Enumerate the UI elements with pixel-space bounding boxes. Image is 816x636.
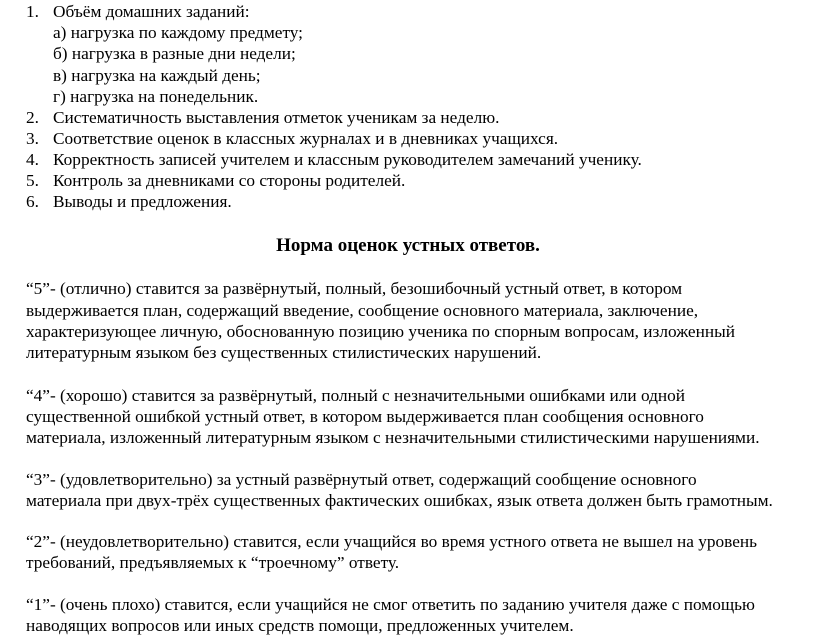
list-item-number: 3. bbox=[26, 129, 39, 148]
paragraph-line: наводящих вопросов или иных средств помощи, предложенных учителем. bbox=[26, 616, 574, 635]
paragraph-line: “3”- (удовлетворительно) за устный развёрнутый ответ, содержащий сообщение основного bbox=[26, 470, 697, 489]
paragraph-line: “1”- (очень плохо) ставится, если учащийся не смог ответить по заданию учителя даже с помощью bbox=[26, 595, 755, 614]
paragraph-line: характеризующее личную, обоснованную позицию ученика по спорным вопросам, изложенный bbox=[26, 322, 735, 341]
list-item: Выводы и предложения. bbox=[53, 192, 232, 211]
list-item-number: 5. bbox=[26, 171, 39, 190]
paragraph-line: материала, изложенный литературным языком с незначительными стилистическими нарушениями. bbox=[26, 428, 760, 447]
list-subitem: а) нагрузка по каждому предмету; bbox=[53, 23, 303, 42]
list-item: Соответствие оценок в классных журналах и в дневниках учащихся. bbox=[53, 129, 559, 148]
list-item: Корректность записей учителем и классным руководителем замечаний ученику. bbox=[53, 150, 642, 169]
list-item: Контроль за дневниками со стороны родителей. bbox=[53, 171, 406, 190]
paragraph-line: литературным языком без существенных стилистических нарушений. bbox=[26, 343, 542, 362]
section-title: Норма оценок устных ответов. bbox=[276, 235, 540, 256]
paragraph-line: “4”- (хорошо) ставится за развёрнутый, полный с незначительными ошибками или одной bbox=[26, 386, 686, 405]
list-item-number: 4. bbox=[26, 150, 39, 169]
paragraph-line: существенной ошибкой устный ответ, в котором выдерживается план сообщения основного bbox=[26, 407, 704, 426]
paragraph-line: “2”- (неудовлетворительно) ставится, если учащийся во время устного ответа не вышел на уровень bbox=[26, 532, 758, 551]
paragraph-line: выдерживается план, содержащий введение, сообщение основного материала, заключение, bbox=[26, 301, 699, 320]
list-subitem: в) нагрузка на каждый день; bbox=[53, 66, 261, 85]
list-subitem: б) нагрузка в разные дни недели; bbox=[53, 44, 296, 63]
list-item-number: 2. bbox=[26, 108, 39, 127]
paragraph-line: требований, предъявляемых к “троечному” ответу. bbox=[26, 553, 400, 572]
list-item-number: 1. bbox=[26, 2, 39, 21]
list-subitem: г) нагрузка на понедельник. bbox=[53, 87, 259, 106]
list-item: Объём домашних заданий: bbox=[53, 2, 250, 21]
paragraph-line: “5”- (отлично) ставится за развёрнутый, полный, безошибочный устный ответ, в котором bbox=[26, 279, 683, 298]
paragraph-line: материала при двух-трёх существенных фактических ошибках, язык ответа должен быть грамотным. bbox=[26, 491, 773, 510]
list-item-number: 6. bbox=[26, 192, 39, 211]
list-item: Систематичность выставления отметок ученикам за неделю. bbox=[53, 108, 500, 127]
